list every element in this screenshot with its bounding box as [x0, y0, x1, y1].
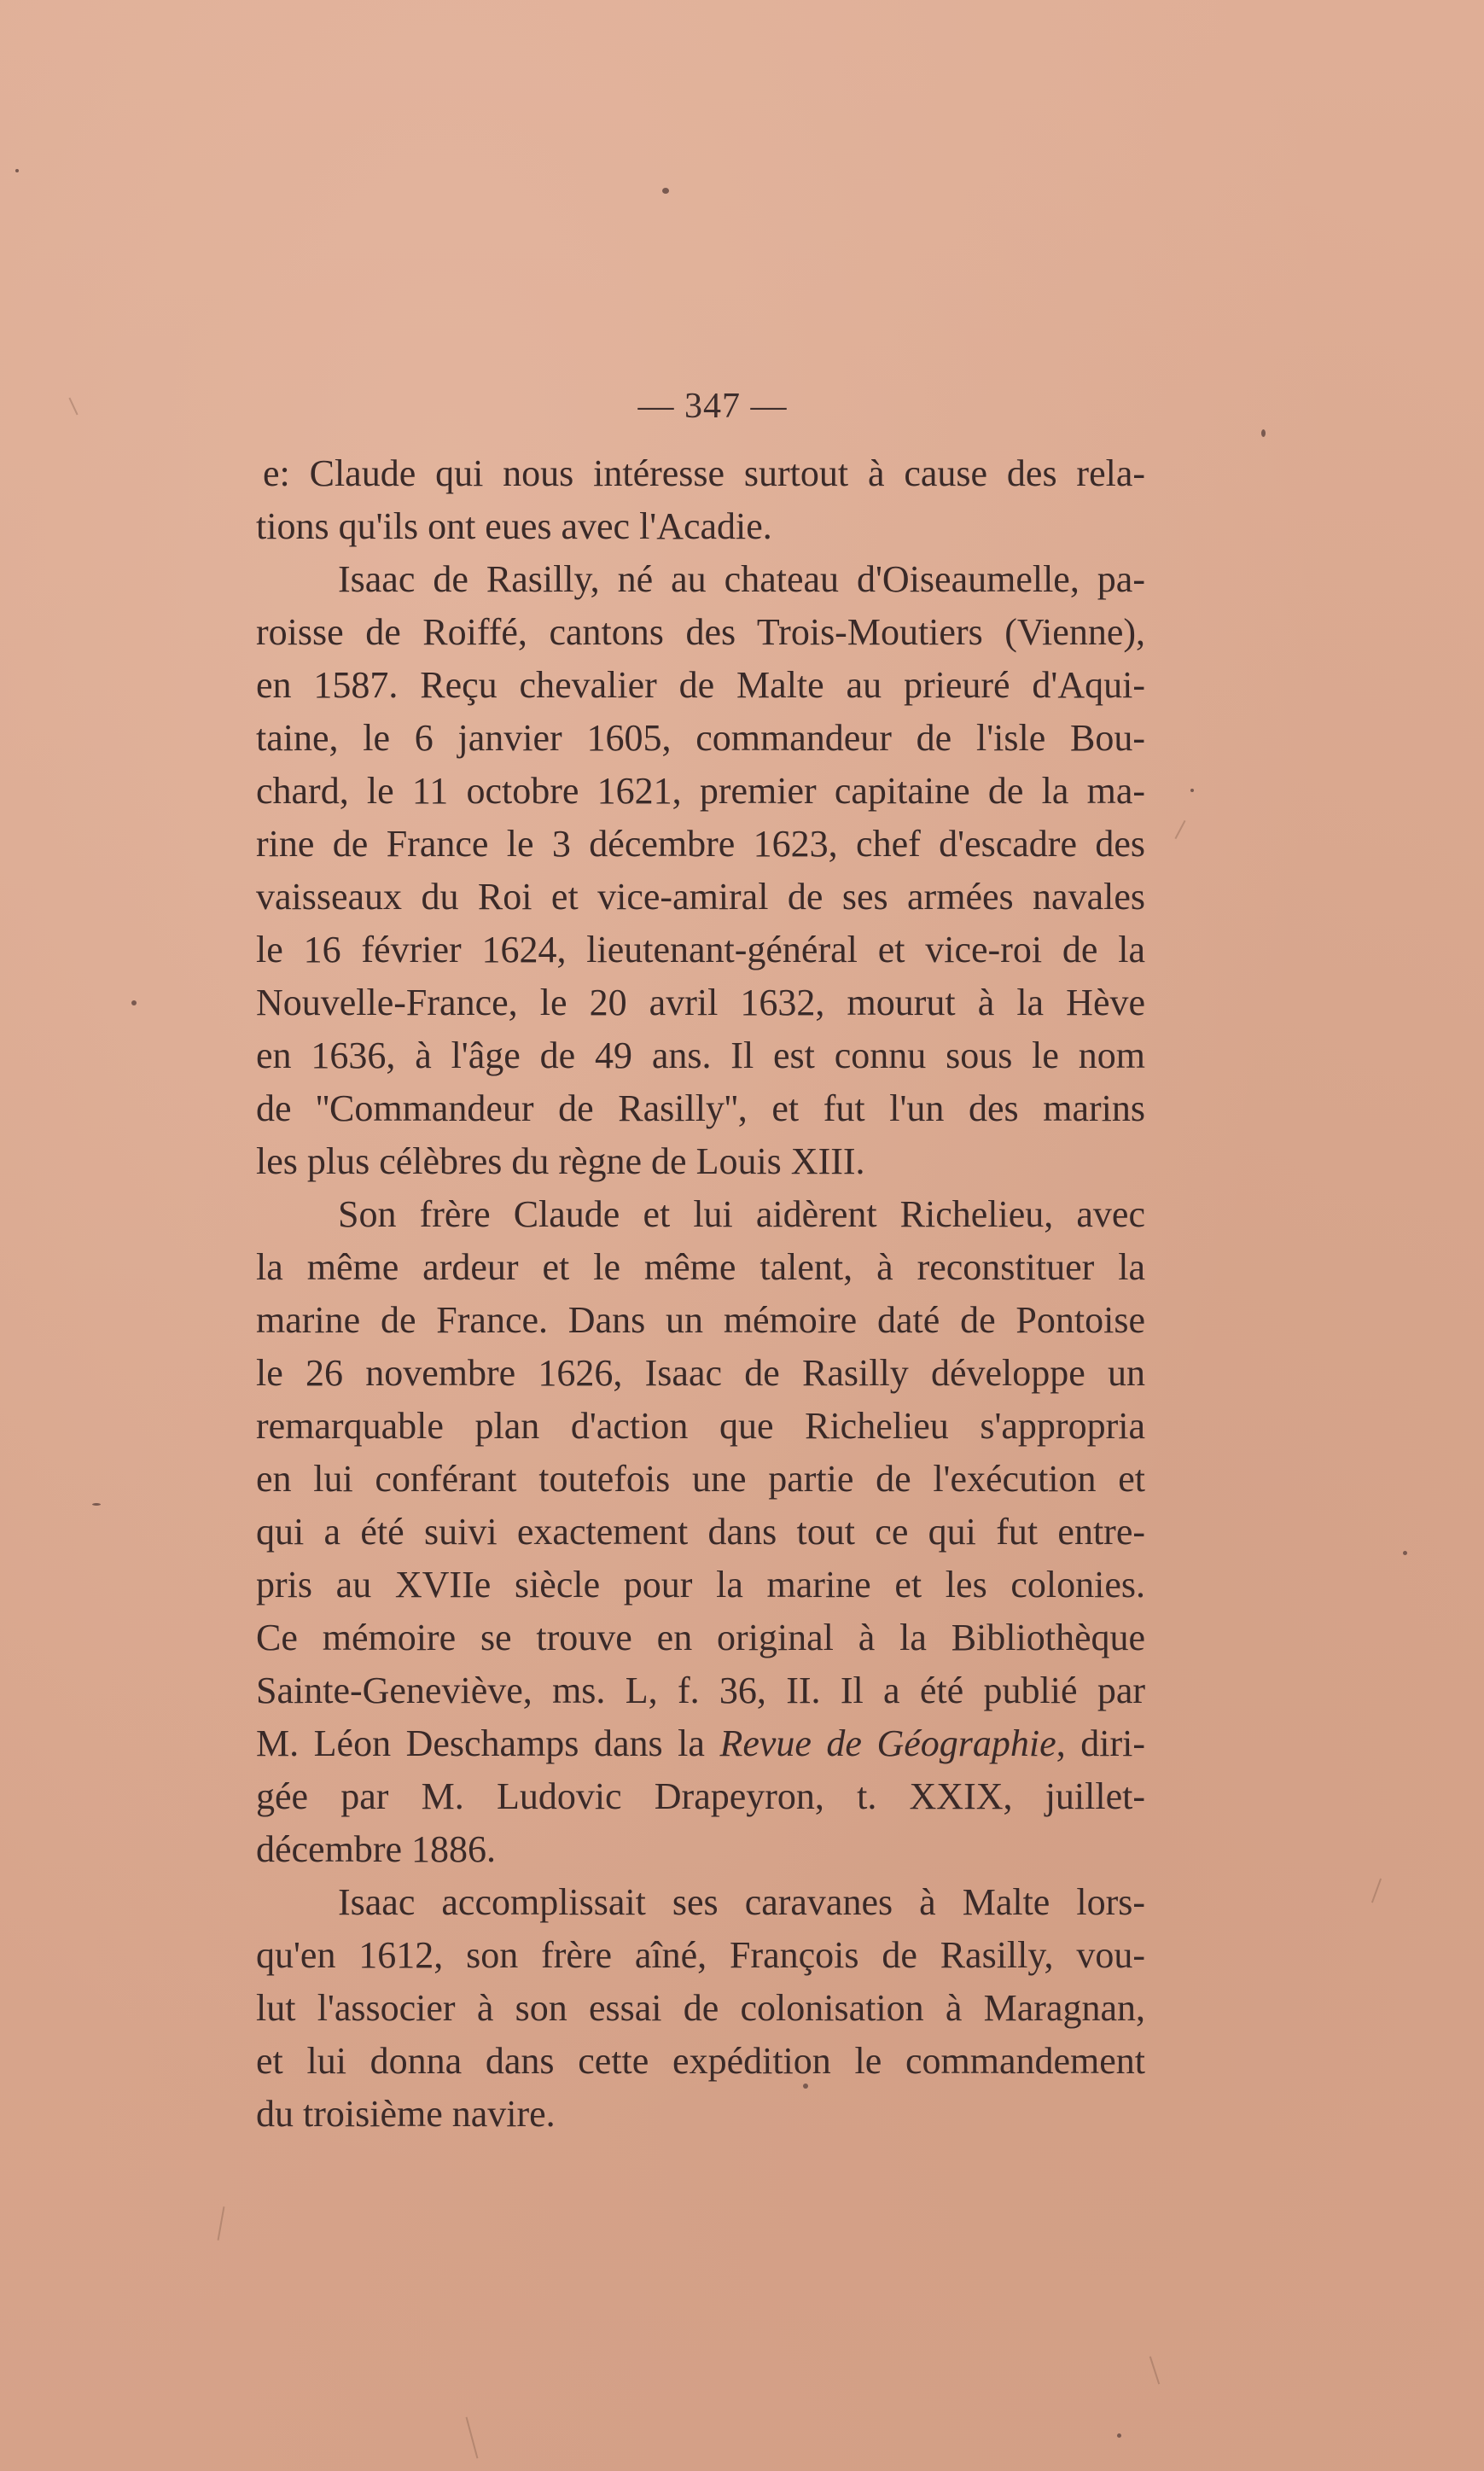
text-line: chard, le 11 octobre 1621, premier capitaine de la ma-	[256, 770, 1145, 812]
text-fragment: , diri-	[1056, 1722, 1145, 1764]
text-line: pris au XVIIe siècle pour la marine et les colonies.	[256, 1564, 1145, 1606]
text-line: roisse de Roiffé, cantons des Trois-Moutiers (Vienne),	[256, 611, 1145, 653]
journal-title: Revue de Géographie	[719, 1722, 1056, 1764]
paper-fiber	[68, 398, 78, 416]
text-line-with-journal-title	[256, 1717, 1145, 1770]
text-line: rine de France le 3 décembre 1623, chef d'escadre des	[256, 823, 1145, 865]
text-line: les plus célèbres du règne de Louis XIII.	[256, 1140, 865, 1182]
text-line: lut l'associer à son essai de colonisation à Maragnan,	[256, 1987, 1145, 2029]
body-text	[256, 447, 1145, 2141]
text-line: tions qu'ils ont eues avec l'Acadie.	[256, 505, 772, 547]
text-line: du troisième navire.	[256, 2093, 556, 2135]
text-line: vaisseaux du Roi et vice-amiral de ses armées navales	[256, 876, 1145, 918]
text-line: remarquable plan d'action que Richelieu s'appropria	[256, 1405, 1145, 1447]
text-line: Sainte-Geneviève, ms. L, f. 36, II. Il a été publié par	[256, 1670, 1145, 1711]
text-line: le 16 février 1624, lieutenant-général et vice-roi de la	[256, 929, 1145, 970]
paper-fiber	[218, 2206, 225, 2241]
paragraph-start-line: Son frère Claude et lui aidèrent Richelieu, avec	[338, 1193, 1145, 1235]
text-line: qu'en 1612, son frère aîné, François de Rasilly, vou-	[256, 1934, 1145, 1976]
paper-speck	[1403, 1551, 1407, 1555]
text-line: en 1587. Reçu chevalier de Malte au prieuré d'Aqui-	[256, 664, 1145, 706]
text-fragment: M. Léon Deschamps dans la	[256, 1722, 720, 1764]
paper-speck	[803, 2083, 808, 2089]
paper-fiber	[1174, 820, 1185, 839]
text-line: et lui donna dans cette expédition le commandement	[256, 2040, 1145, 2082]
paper-speck	[92, 1503, 101, 1506]
paper-speck	[1261, 429, 1266, 437]
paper-fiber	[466, 2417, 479, 2459]
paper-fiber	[1371, 1879, 1382, 1903]
paper-speck	[662, 188, 669, 194]
paragraph-start-line: Isaac accomplissait ses caravanes à Malte lors-	[338, 1881, 1145, 1923]
paper-speck	[1190, 789, 1194, 792]
text-line: la même ardeur et le même talent, à reconstituer la	[256, 1246, 1145, 1288]
paragraph-start-line: Isaac de Rasilly, né au chateau d'Oiseaumelle, pa-	[338, 558, 1145, 600]
text-line: Ce mémoire se trouve en original à la Bibliothèque	[256, 1617, 1145, 1658]
text-line: marine de France. Dans un mémoire daté de Pontoise	[256, 1299, 1145, 1341]
text-line: Nouvelle-France, le 20 avril 1632, mourut à la Hève	[256, 982, 1145, 1023]
paper-speck	[1117, 2433, 1121, 2438]
text-line: décembre 1886.	[256, 1828, 496, 1870]
text-line: gée par M. Ludovic Drapeyron, t. XXIX, juillet-	[256, 1775, 1145, 1817]
text-line: qui a été suivi exactement dans tout ce qui fut entre-	[256, 1511, 1145, 1553]
paper-speck	[15, 169, 19, 172]
paper-speck	[131, 1000, 137, 1005]
text-line: en 1636, à l'âge de 49 ans. Il est connu sous le nom	[256, 1034, 1145, 1076]
paper-fiber	[1149, 2357, 1160, 2385]
text-line: e: Claude qui nous intéresse surtout à cause des rela-	[263, 452, 1145, 494]
text-line: en lui conférant toutefois une partie de l'exécution et	[256, 1458, 1145, 1500]
text-line: de ''Commandeur de Rasilly'', et fut l'un des marins	[256, 1087, 1145, 1129]
page-number: — 347 —	[637, 387, 788, 426]
text-line: taine, le 6 janvier 1605, commandeur de l'isle Bou-	[256, 717, 1145, 759]
text-line: le 26 novembre 1626, Isaac de Rasilly développe un	[256, 1352, 1145, 1394]
